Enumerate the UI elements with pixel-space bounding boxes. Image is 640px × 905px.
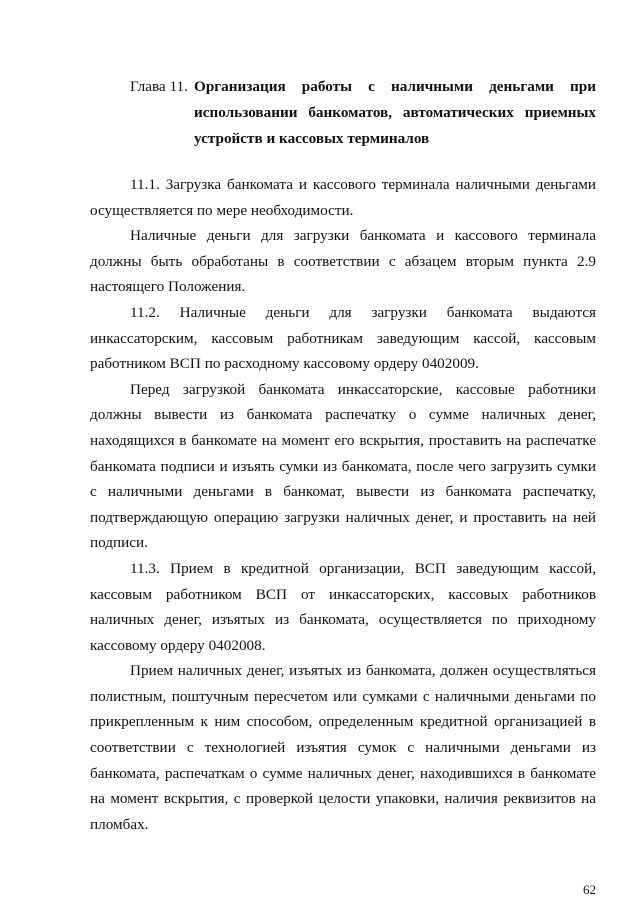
paragraph-11-1-cont: Наличные деньги для загрузки банкомата и кассового терминала должны быть обработаны в соответствии с абзацем вторым пункта 2.9 настоящего Положения. [90, 227, 596, 296]
paragraph-11-3-cont: Прием наличных денег, изъятых из банкомата, должен осуществляться полистным, поштучным пересчетом или сумками с наличными деньгами по прикрепленным к ним способом, определенным кредитной организацией в соответствии с технологией изъятия сумок с наличными деньгами из банкомата, распечаткам о сумме наличных денег, находившихся в банкомате на момент вскрытия, с проверкой целости упаковки, наличия реквизитов на пломбах. [90, 662, 596, 833]
page-number: 62 [583, 882, 596, 897]
paragraph-11-1: 11.1. Загрузка банкомата и кассового терминала наличными деньгами осуществляется по мере необходимости. [90, 176, 596, 219]
body-text [90, 172, 596, 837]
chapter-heading [130, 74, 596, 152]
paragraph-11-2-cont: Перед загрузкой банкомата инкассаторские, кассовые работники должны вывести из банкомата распечатку о сумме наличных денег, находящихся в банкомате на момент его вскрытия, проставить на распечатке банкомата подписи и изъять сумки из банкомата, после чего загрузить сумки с наличными деньгами в банкомат, вывести из банкомата распечатку, подтверждающую операцию загрузки наличных денег, и проставить на ней подписи. [90, 380, 596, 552]
chapter-title: Организация работы с наличными деньгами при использовании банкоматов, автоматических приемных устройств и кассовых терминалов [194, 78, 596, 147]
chapter-number: Глава 11. [130, 78, 188, 95]
paragraph-11-3: 11.3. Прием в кредитной организации, ВСП заведующим кассой, кассовым работником ВСП от инкассаторских, кассовых работников наличных денег, изъятых из банкомата, осуществляется по приходному кассовому ордеру 0402008. [90, 559, 596, 654]
paragraph-11-2: 11.2. Наличные деньги для загрузки банкомата выдаются инкассаторским, кассовым работникам заведующим кассой, кассовым работником ВСП по расходному кассовому ордеру 0402009. [90, 303, 596, 373]
